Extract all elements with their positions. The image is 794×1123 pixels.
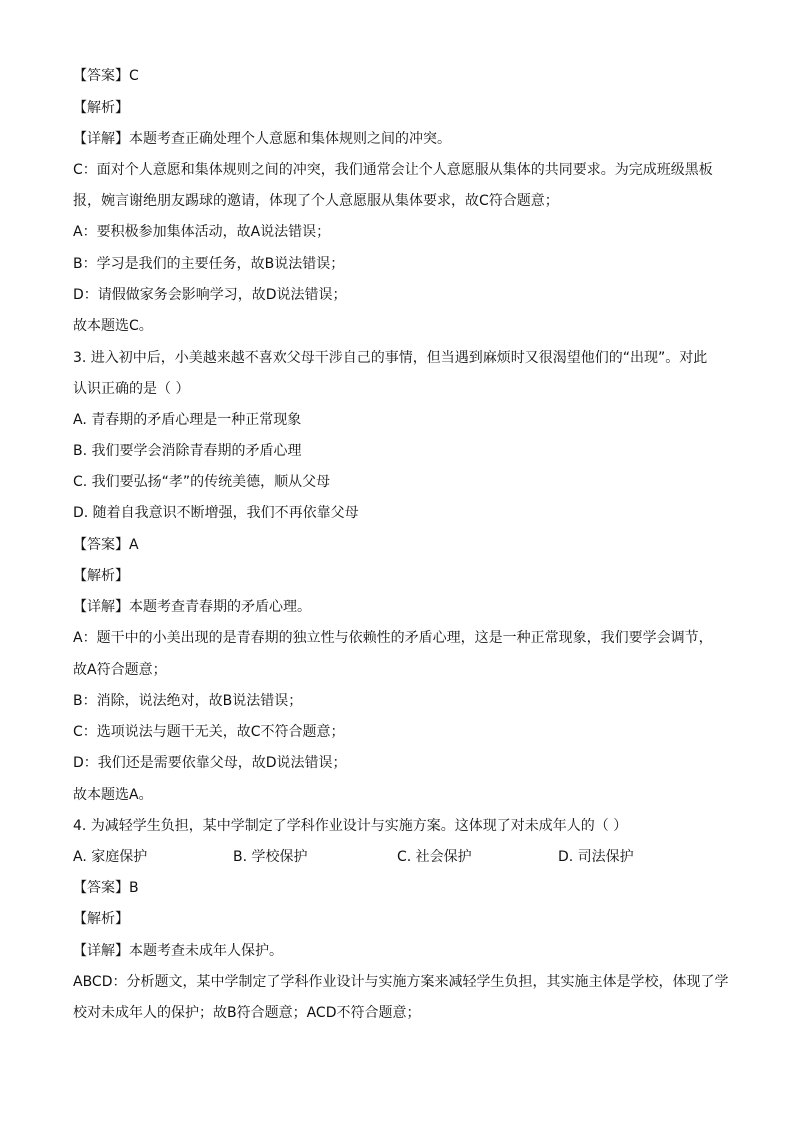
analysis-label: 【解析】 — [73, 100, 129, 116]
answer-label: 【答案】C — [73, 68, 139, 84]
explanation-line: B：学习是我们的主要任务，故B说法错误； — [73, 256, 345, 272]
explanation-line: D：我们还是需要依靠父母，故D说法错误； — [73, 755, 347, 771]
question-4-stem: 4. 为减轻学生负担，某中学制定了学科作业设计与实施方案。这体现了对未成年人的（ ） — [73, 818, 628, 834]
analysis-label: 【解析】 — [73, 568, 129, 584]
question-3-option-d: D. 随着自我意识不断增强，我们不再依靠父母 — [73, 505, 359, 521]
explanation-line: D：请假做家务会影响学习，故D说法错误； — [73, 287, 347, 303]
explanation-line: 【详解】本题考查正确处理个人意愿和集体规则之间的冲突。 — [73, 131, 451, 147]
explanation-line: 【详解】本题考查未成年人保护。 — [73, 943, 283, 959]
explanation-line: C：选项说法与题干无关，故C不符合题意； — [73, 724, 345, 740]
explanation-line: ABCD：分析题文，某中学制定了学科作业设计与实施方案来减轻学生负担，其实施主体是学校，体现了学 — [73, 974, 729, 990]
question-4-option-a: A. 家庭保护 — [73, 849, 148, 865]
question-4-option-d: D. 司法保护 — [558, 849, 634, 865]
question-3-option-b: B. 我们要学会消除青春期的矛盾心理 — [73, 443, 302, 459]
explanation-line: A：题干中的小美出现的是青春期的独立性与依赖性的矛盾心理，这是一种正常现象，我们要学会调节， — [73, 630, 713, 646]
explanation-line: 校对未成年人的保护；故B符合题意；ACD不符合题意； — [73, 1005, 421, 1021]
analysis-label: 【解析】 — [73, 911, 129, 927]
conclusion-line: 故本题选A。 — [73, 787, 153, 803]
explanation-line: 故A符合题意； — [73, 662, 167, 678]
answer-label: 【答案】B — [73, 880, 139, 896]
conclusion-line: 故本题选C。 — [73, 318, 153, 334]
question-3-option-a: A. 青春期的矛盾心理是一种正常现象 — [73, 412, 302, 428]
explanation-line: 【详解】本题考查青春期的矛盾心理。 — [73, 599, 311, 615]
explanation-line: 报，婉言谢绝朋友踢球的邀请，体现了个人意愿服从集体要求，故C符合题意； — [73, 193, 559, 209]
explanation-line: B：消除，说法绝对，故B说法错误； — [73, 693, 303, 709]
question-3-stem: 3. 进入初中后，小美越来越不喜欢父母干涉自己的事情，但当遇到麻烦时又很渴望他们的“出现”。对此 — [73, 350, 708, 366]
explanation-line: C：面对个人意愿和集体规则之间的冲突，我们通常会让个人意愿服从集体的共同要求。为完成班级黑板 — [73, 162, 713, 178]
question-4-option-b: B. 学校保护 — [233, 849, 308, 865]
answer-label: 【答案】A — [73, 537, 139, 553]
explanation-line: A：要积极参加集体活动，故A说法错误； — [73, 224, 331, 240]
question-3-option-c: C. 我们要弘扬“孝”的传统美德，顺从父母 — [73, 474, 331, 490]
question-4-option-c: C. 社会保护 — [397, 849, 472, 865]
question-3-stem: 认识正确的是（ ） — [73, 381, 190, 397]
